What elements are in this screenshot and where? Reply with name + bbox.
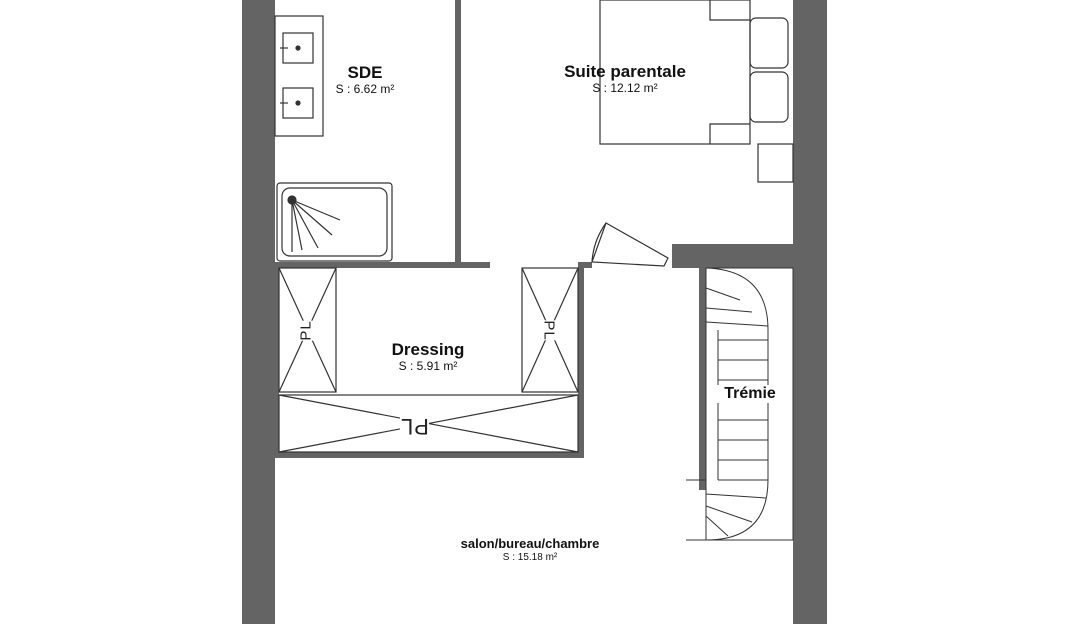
right-outer-wall: [793, 0, 827, 624]
dressing-name: Dressing: [391, 340, 465, 359]
suite-label: [540, 62, 710, 95]
left-outer-wall: [242, 0, 275, 624]
sde-name: SDE: [347, 63, 383, 82]
closet-right-label: PL: [540, 320, 558, 341]
dressing-area: S : 5.91 m²: [398, 358, 458, 373]
suite-name: Suite parentale: [564, 62, 686, 81]
tremie-label: [712, 385, 788, 403]
suite-area: S : 12.12 m²: [592, 80, 658, 95]
sde-area: S : 6.62 m²: [335, 81, 395, 96]
closet-bottom-label: PL: [400, 414, 429, 439]
bedroom-door: [592, 223, 668, 266]
dressing-label: [368, 340, 488, 373]
nightstand: [758, 144, 793, 182]
salon-name: salon/bureau/chambre: [460, 536, 600, 551]
salon-area: S : 15.18 m²: [502, 551, 558, 563]
shower-tray: [277, 183, 392, 261]
tremie-name: Trémie: [724, 385, 776, 402]
sde-label: [310, 63, 420, 96]
salon-label: [440, 537, 620, 563]
closet-left-label: PL: [297, 320, 315, 341]
